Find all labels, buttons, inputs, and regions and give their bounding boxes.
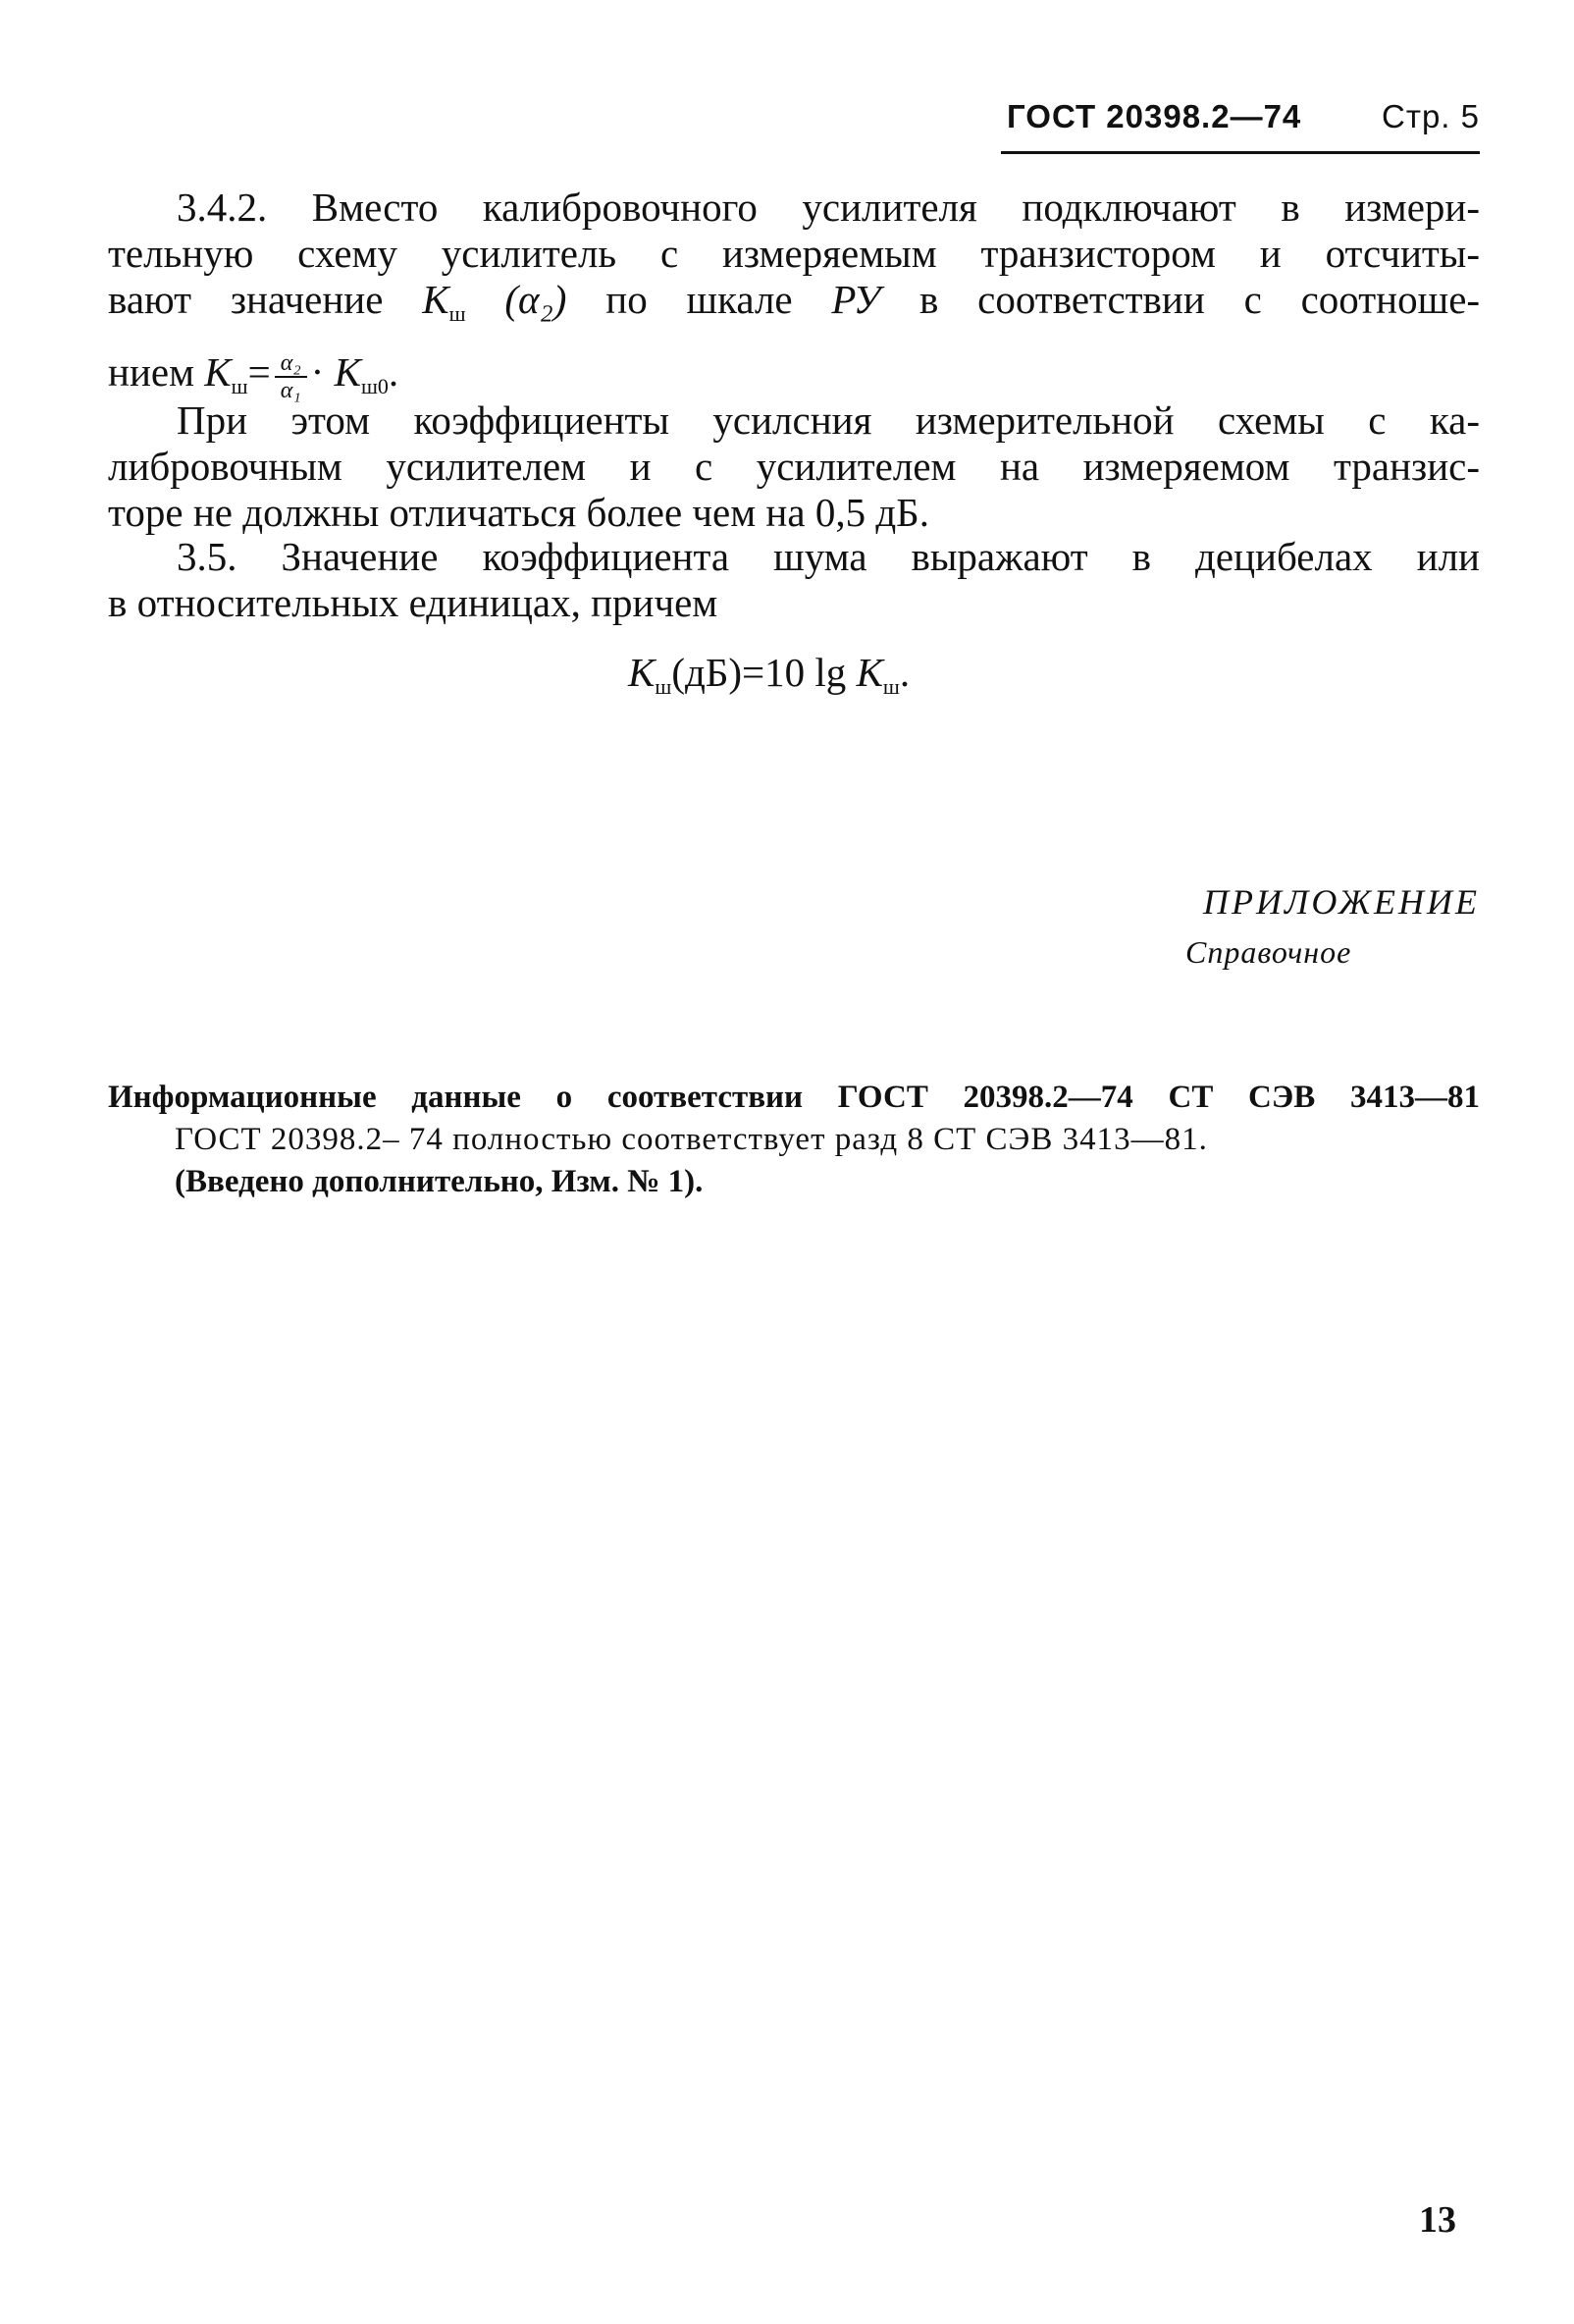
math-alpha: (α₂) <box>504 277 567 322</box>
math-subscript: ш <box>882 674 900 699</box>
math-variable: K <box>204 349 232 395</box>
math-variable: K <box>856 650 883 695</box>
fraction-denominator: α₁ <box>280 377 301 403</box>
formula-decibel <box>628 650 910 710</box>
info-note: (Введено дополнительно, Изм. № 1). <box>175 1164 704 1199</box>
math-operator: = <box>742 650 765 695</box>
page-number: 13 <box>1419 2199 1456 2241</box>
math-subscript: ш <box>231 374 248 398</box>
paragraph-line: тельную схему усилитель с измеряемым транзистором и отсчиты- <box>108 231 1480 276</box>
text-run: по шкале <box>605 277 793 322</box>
paragraph-3-4-2 <box>108 185 1480 337</box>
math-punct: . <box>899 650 911 695</box>
math-variable: РУ <box>831 277 881 322</box>
text-run: нием <box>108 349 195 395</box>
math-expression: 10 lg <box>764 650 847 695</box>
paragraph-line: 3.5. Значение коэффициента шума выражают в децибелах или <box>177 534 1480 579</box>
paragraph-note <box>108 397 1480 536</box>
appendix-subtitle: Справочное <box>1185 934 1352 970</box>
fraction-numerator: α₂ <box>275 350 307 378</box>
paragraph-3-5 <box>108 534 1480 626</box>
gost-code: ГОСТ 20398.2—74 <box>1007 98 1302 134</box>
math-variable: K <box>422 277 449 322</box>
info-body: ГОСТ 20398.2– 74 полностью соответствует разд 8 СТ СЭВ 3413—81. <box>175 1122 1208 1157</box>
math-subscript: ш <box>448 301 466 326</box>
math-subscript: ш <box>655 674 672 699</box>
math-variable: K <box>628 650 656 695</box>
paragraph-line: в относительных единицах, причем <box>108 580 718 625</box>
running-header <box>1001 94 1480 154</box>
math-unit: (дБ) <box>671 650 743 695</box>
appendix-title: ПРИЛОЖЕНИЕ <box>1203 882 1480 922</box>
paragraph-line: либровочным усилителем и с усилителем на измеряемом транзис- <box>108 444 1480 489</box>
paragraph-line <box>108 277 1480 337</box>
page-label: Стр. 5 <box>1382 98 1480 134</box>
math-operator: · <box>310 349 325 395</box>
math-operator: = <box>247 349 271 395</box>
info-heading: Информационные данные о соответствии ГОСТ 20398.2—74 СТ СЭВ 3413—81 <box>108 1080 1480 1115</box>
text-run: вают значение <box>108 277 384 322</box>
math-subscript: ш0 <box>360 374 389 398</box>
text-run: в соответствии с соотноше- <box>918 277 1481 322</box>
math-punct: . <box>388 349 399 395</box>
paragraph-line: 3.4.2. Вместо калибровочного усилителя подключают в измери- <box>177 185 1480 230</box>
paragraph-line: торе не должны отличаться более чем на 0,5 дБ. <box>108 490 929 535</box>
math-variable: K <box>334 349 361 395</box>
math-fraction <box>275 350 307 403</box>
paragraph-line: При этом коэффициенты усилсния измерительной схемы с ка- <box>177 397 1480 443</box>
